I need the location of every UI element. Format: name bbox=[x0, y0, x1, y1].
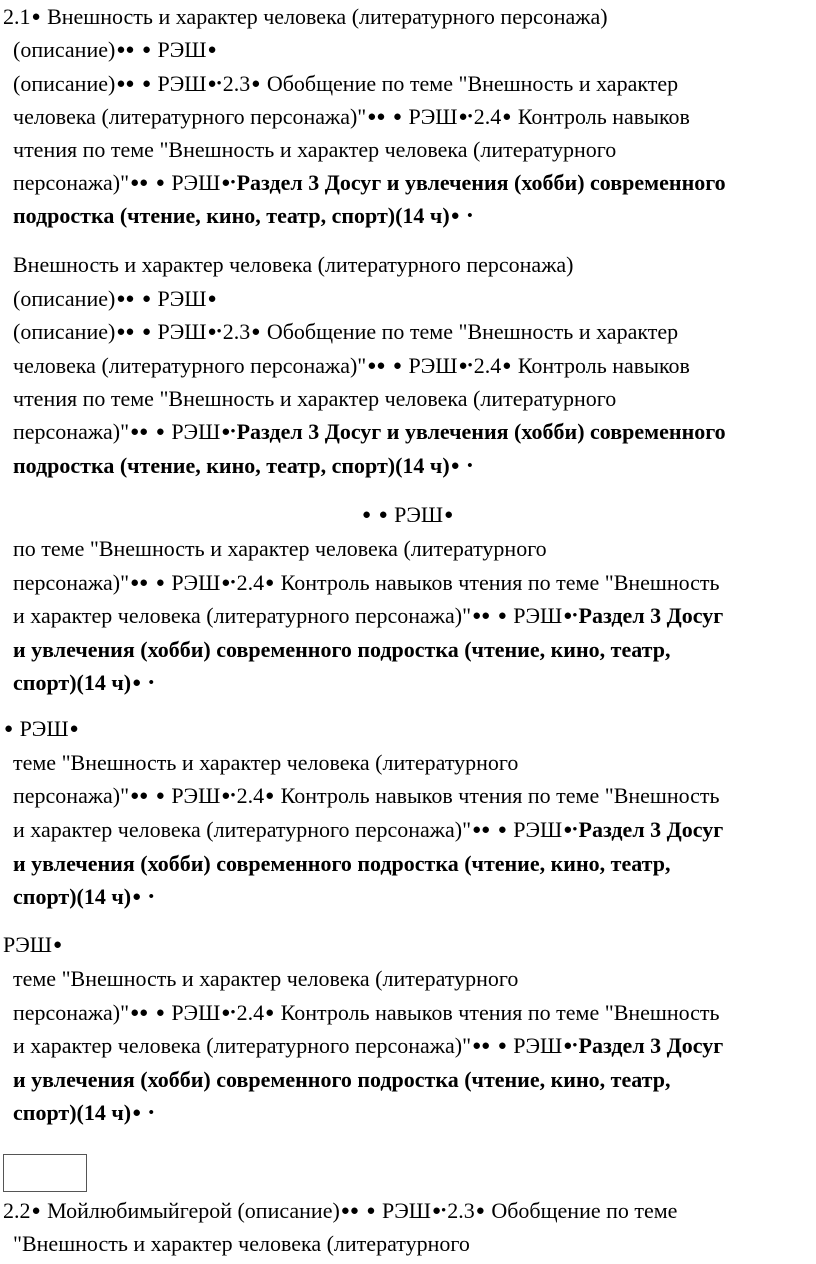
text-line bbox=[13, 166, 726, 203]
bullet-icon: ● bbox=[378, 507, 388, 523]
bold-section-heading: подростка (чтение, кино, театр, спорт)(14 ч) bbox=[13, 203, 450, 228]
bullet-icon: ●● bbox=[340, 1203, 359, 1219]
bullet-icon: ●● bbox=[472, 608, 491, 624]
text-line bbox=[3, 928, 63, 965]
line-text: ● ● РЭШ● bbox=[362, 502, 454, 527]
bullet-icon: ●● bbox=[367, 358, 386, 374]
bullet-icon: ●• bbox=[221, 1005, 236, 1021]
line-text: РЭШ● bbox=[3, 932, 63, 957]
trailing-bullets bbox=[131, 1100, 155, 1125]
bullet-icon: ● bbox=[132, 1105, 142, 1121]
bullet-icon: ● bbox=[265, 1005, 275, 1021]
bullet-icon: ●• bbox=[458, 358, 473, 374]
empty-text-box bbox=[3, 1154, 87, 1192]
text-line bbox=[13, 133, 616, 167]
line-text: чтения по теме "Внешность и характер человека (литературного bbox=[13, 137, 617, 162]
bullet-icon: ●● bbox=[367, 109, 386, 125]
text-line bbox=[13, 1227, 470, 1261]
line-text: персонажа)"●● ● РЭШ●•2.4● Контроль навыков чтения по теме "Внешность bbox=[13, 1000, 720, 1025]
bullet-icon: • bbox=[148, 1105, 154, 1121]
bullet-icon: ●● bbox=[130, 1005, 149, 1021]
text-line bbox=[13, 100, 690, 137]
bullet-icon: ●• bbox=[458, 109, 473, 125]
trailing-bullets bbox=[450, 203, 474, 228]
text-line bbox=[13, 349, 690, 386]
text-line bbox=[13, 449, 474, 486]
line-text: человека (литературного персонажа)"●● ● РЭШ●•2.4● Контроль навыков bbox=[13, 353, 690, 378]
line-text: персонажа)"●● ● РЭШ●•2.4● Контроль навыков чтения по теме "Внешность bbox=[13, 783, 720, 808]
bullet-icon: ● bbox=[207, 291, 217, 307]
line-text: ● РЭШ● bbox=[4, 716, 79, 741]
bullet-icon: ● bbox=[132, 675, 142, 691]
bullet-icon: ● bbox=[207, 42, 217, 58]
bullet-icon: ●• bbox=[563, 822, 578, 838]
line-text: теме "Внешность и характер человека (литературного bbox=[13, 966, 519, 991]
bold-section-heading: спорт)(14 ч) bbox=[13, 1100, 132, 1125]
bold-section-heading: и увлечения (хобби) современного подростка (чтение, кино, театр, bbox=[13, 1067, 671, 1092]
trailing-bullets bbox=[131, 670, 155, 695]
bullet-icon: ● bbox=[155, 575, 165, 591]
text-line bbox=[13, 67, 678, 104]
line-text: Внешность и характер человека (литературного персонажа) bbox=[13, 252, 574, 277]
bullet-icon: ●• bbox=[221, 575, 236, 591]
text-line bbox=[3, 0, 608, 37]
line-text: (описание)●● ● РЭШ● bbox=[13, 286, 217, 311]
bullet-icon: • bbox=[467, 458, 473, 474]
bold-section-heading: Раздел 3 Досуг и увлечения (хобби) современного bbox=[236, 170, 726, 195]
bullet-icon: ● bbox=[251, 324, 261, 340]
bullet-icon: ●• bbox=[221, 175, 236, 191]
text-line bbox=[13, 315, 678, 352]
bold-section-heading: спорт)(14 ч) bbox=[13, 884, 132, 909]
line-text: (описание)●● ● РЭШ●•2.3● Обобщение по теме "Внешность и характер bbox=[13, 71, 679, 96]
line-text: и характер человека (литературного персонажа)"●● ● РЭШ●• bbox=[13, 603, 578, 628]
line-text: 2.2● Мойлюбимыйгерой (описание)●● ● РЭШ●•2.3● Обобщение по теме bbox=[3, 1198, 678, 1223]
text-line bbox=[13, 1063, 670, 1097]
bold-section-heading: и увлечения (хобби) современного подростка (чтение, кино, театр, bbox=[13, 851, 671, 876]
bullet-icon: ● bbox=[502, 358, 512, 374]
bullet-icon: ●• bbox=[563, 1038, 578, 1054]
bullet-icon: ● bbox=[450, 458, 460, 474]
text-line bbox=[3, 712, 80, 749]
bullet-icon: ● bbox=[251, 76, 261, 92]
bullet-icon: ● bbox=[31, 9, 41, 25]
bullet-icon: • bbox=[467, 208, 473, 224]
text-line bbox=[13, 847, 670, 881]
text-line bbox=[13, 599, 723, 636]
bullet-icon: ●● bbox=[116, 76, 135, 92]
bullet-icon: ●• bbox=[221, 424, 236, 440]
bullet-icon: ● bbox=[155, 175, 165, 191]
bullet-icon: ● bbox=[155, 788, 165, 804]
bold-section-heading: и увлечения (хобби) современного подростка (чтение, кино, театр, bbox=[13, 637, 671, 662]
bullet-icon: ● bbox=[31, 1203, 41, 1219]
bullet-icon: ●• bbox=[207, 324, 222, 340]
text-line bbox=[13, 880, 155, 917]
trailing-bullets bbox=[131, 884, 155, 909]
bullet-icon: ● bbox=[392, 358, 402, 374]
bullet-icon: ●• bbox=[563, 608, 578, 624]
line-text: "Внешность и характер человека (литературного bbox=[13, 1231, 470, 1256]
line-text: персонажа)"●● ● РЭШ●• bbox=[13, 170, 236, 195]
bullet-icon: ● bbox=[497, 1038, 507, 1054]
line-text: человека (литературного персонажа)"●● ● РЭШ●•2.4● Контроль навыков bbox=[13, 104, 690, 129]
line-text: (описание)●● ● РЭШ●•2.3● Обобщение по теме "Внешность и характер bbox=[13, 319, 679, 344]
bold-section-heading: Раздел 3 Досуг bbox=[578, 603, 724, 628]
bullet-icon: ● bbox=[155, 1005, 165, 1021]
bullet-icon: ● bbox=[502, 109, 512, 125]
bullet-icon: ● bbox=[141, 291, 151, 307]
text-line bbox=[13, 532, 547, 566]
text-line bbox=[13, 248, 573, 282]
bullet-icon: • bbox=[148, 675, 154, 691]
line-text: и характер человека (литературного персонажа)"●● ● РЭШ●• bbox=[13, 1033, 578, 1058]
text-line bbox=[3, 1194, 677, 1231]
bullet-icon: ●• bbox=[431, 1203, 447, 1219]
bullet-icon: ● bbox=[132, 889, 142, 905]
bullet-icon: ●● bbox=[472, 822, 491, 838]
bullet-icon: ●● bbox=[130, 575, 149, 591]
bullet-icon: ●● bbox=[116, 291, 135, 307]
bullet-icon: ●● bbox=[472, 1038, 491, 1054]
line-text: по теме "Внешность и характер человека (литературного bbox=[13, 536, 547, 561]
text-line bbox=[13, 746, 518, 780]
bullet-icon: ● bbox=[69, 721, 79, 737]
text-line bbox=[361, 498, 454, 535]
bold-section-heading: подростка (чтение, кино, театр, спорт)(14 ч) bbox=[13, 453, 450, 478]
text-line bbox=[13, 199, 474, 236]
text-line bbox=[13, 282, 218, 319]
bullet-icon: • bbox=[148, 889, 154, 905]
bullet-icon: ●● bbox=[116, 324, 135, 340]
bullet-icon: ● bbox=[497, 608, 507, 624]
text-line bbox=[13, 566, 720, 603]
bullet-icon: ● bbox=[444, 507, 454, 523]
text-line bbox=[13, 633, 670, 667]
bold-section-heading: Раздел 3 Досуг bbox=[578, 1033, 724, 1058]
text-line bbox=[13, 415, 726, 452]
bullet-icon: ● bbox=[52, 937, 63, 953]
text-line bbox=[13, 813, 723, 850]
text-line bbox=[13, 1029, 723, 1066]
bullet-icon: ● bbox=[4, 721, 14, 737]
text-line bbox=[13, 33, 218, 70]
trailing-bullets bbox=[450, 453, 474, 478]
bullet-icon: ●• bbox=[207, 76, 222, 92]
bullet-icon: ● bbox=[141, 324, 151, 340]
line-text: персонажа)"●● ● РЭШ●•2.4● Контроль навыков чтения по теме "Внешность bbox=[13, 570, 720, 595]
bullet-icon: ● bbox=[392, 109, 402, 125]
line-text: чтения по теме "Внешность и характер человека (литературного bbox=[13, 386, 617, 411]
bullet-icon: ●• bbox=[221, 788, 236, 804]
line-text: 2.1● Внешность и характер человека (литературного персонажа) bbox=[3, 4, 608, 29]
bullet-icon: ●● bbox=[130, 175, 149, 191]
bullet-icon: ● bbox=[366, 1203, 376, 1219]
text-line bbox=[13, 666, 155, 703]
line-text: персонажа)"●● ● РЭШ●• bbox=[13, 419, 236, 444]
text-line bbox=[13, 779, 720, 816]
text-line bbox=[13, 382, 616, 416]
bullet-icon: ● bbox=[475, 1203, 485, 1219]
bullet-icon: ● bbox=[141, 76, 151, 92]
line-text: (описание)●● ● РЭШ● bbox=[13, 37, 217, 62]
bold-section-heading: спорт)(14 ч) bbox=[13, 670, 132, 695]
bullet-icon: ● bbox=[362, 507, 372, 523]
bullet-icon: ● bbox=[265, 575, 275, 591]
bullet-icon: ● bbox=[141, 42, 151, 58]
bold-section-heading: Раздел 3 Досуг bbox=[578, 817, 724, 842]
bullet-icon: ●● bbox=[130, 424, 149, 440]
bullet-icon: ●● bbox=[116, 42, 135, 58]
text-line bbox=[13, 1096, 155, 1133]
bold-section-heading: Раздел 3 Досуг и увлечения (хобби) современного bbox=[236, 419, 726, 444]
bullet-icon: ● bbox=[497, 822, 507, 838]
bullet-icon: ●● bbox=[130, 788, 149, 804]
text-line bbox=[13, 996, 720, 1033]
bullet-icon: ● bbox=[265, 788, 275, 804]
bullet-icon: ● bbox=[450, 208, 460, 224]
line-text: теме "Внешность и характер человека (литературного bbox=[13, 750, 519, 775]
line-text: и характер человека (литературного персонажа)"●● ● РЭШ●• bbox=[13, 817, 578, 842]
bullet-icon: ● bbox=[155, 424, 165, 440]
text-line bbox=[13, 962, 518, 996]
